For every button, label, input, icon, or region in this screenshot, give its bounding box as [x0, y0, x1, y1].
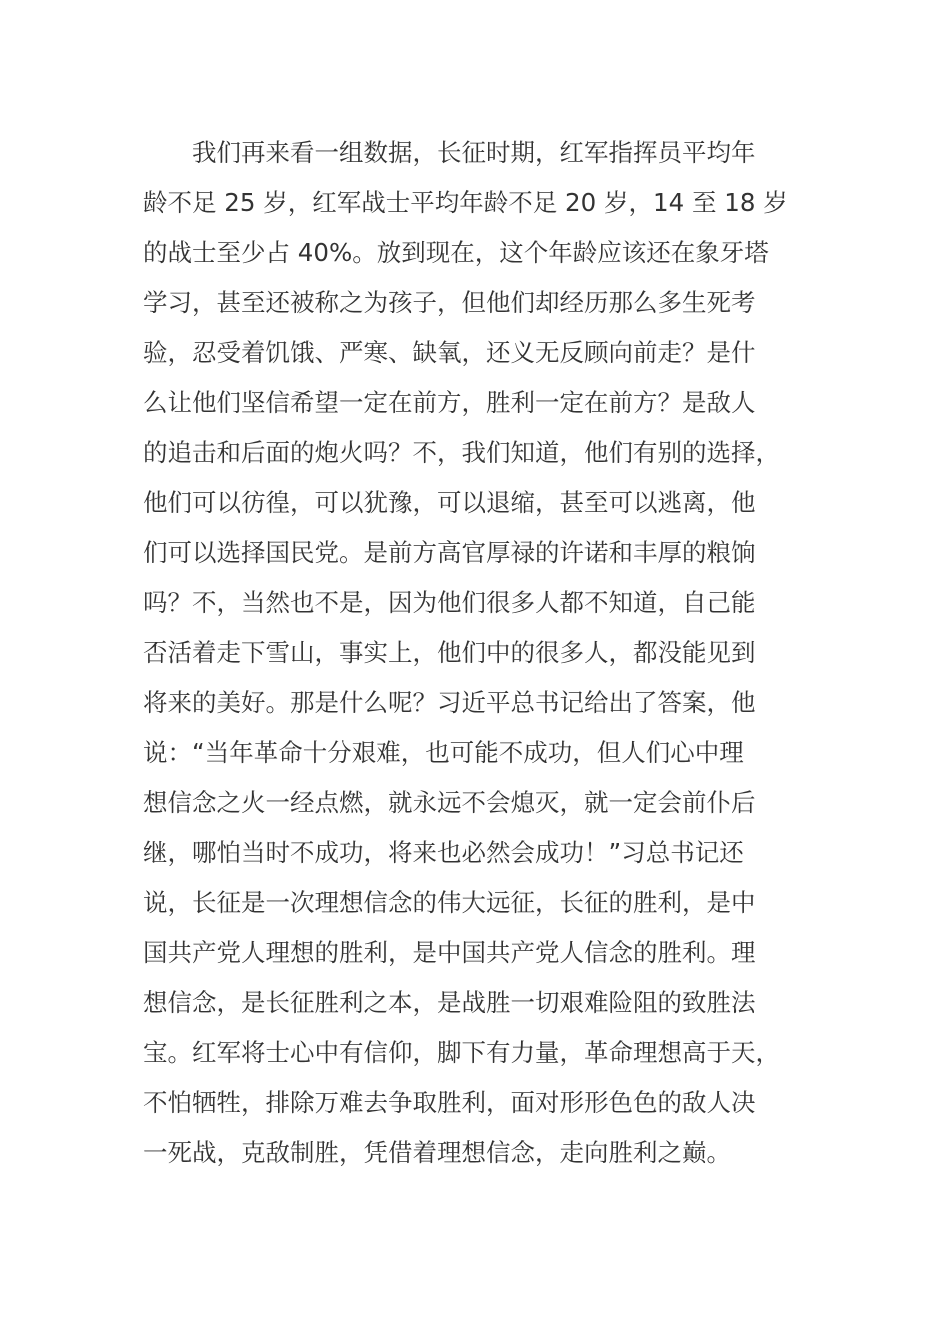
paragraph-line: 的战士至少占 40%。放到现在，这个年龄应该还在象牙塔 [143, 238, 769, 267]
paragraph-line: 我们再来看一组数据，长征时期，红军指挥员平均年 [143, 138, 756, 167]
paragraph-line: 学习，甚至还被称之为孩子，但他们却经历那么多生死考 [143, 288, 756, 317]
paragraph-line: 的追击和后面的炮火吗？不，我们知道，他们有别的选择， [143, 438, 780, 467]
paragraph-line: 么让他们坚信希望一定在前方，胜利一定在前方？是敌人 [143, 388, 756, 417]
paragraph-line: 龄不足 25 岁，红军战士平均年龄不足 20 岁，14 至 18 岁 [143, 188, 788, 217]
paragraph-line: 国共产党人理想的胜利，是中国共产党人信念的胜利。理 [143, 938, 756, 967]
paragraph-line: 不怕牺牲，排除万难去争取胜利，面对形形色色的敌人决 [143, 1088, 756, 1117]
paragraph-line: 他们可以彷徨，可以犹豫，可以退缩，甚至可以逃离，他 [143, 488, 756, 517]
paragraph-line: 们可以选择国民党。是前方高官厚禄的许诺和丰厚的粮饷 [143, 538, 756, 567]
paragraph-line: 说，长征是一次理想信念的伟大远征，长征的胜利，是中 [143, 888, 756, 917]
paragraph-line: 否活着走下雪山，事实上，他们中的很多人，都没能见到 [143, 638, 756, 667]
paragraph-line: 说：“当年革命十分艰难，也可能不成功，但人们心中理 [143, 738, 744, 767]
paragraph-line: 验，忍受着饥饿、严寒、缺氧，还义无反顾向前走？是什 [143, 338, 756, 367]
paragraph-line: 将来的美好。那是什么呢？习近平总书记给出了答案，他 [143, 688, 756, 717]
body-paragraph [143, 128, 823, 1178]
paragraph-line: 吗？不，当然也不是，因为他们很多人都不知道，自己能 [143, 588, 756, 617]
paragraph-line: 一死战，克敌制胜，凭借着理想信念，走向胜利之巅。 [143, 1138, 731, 1167]
paragraph-line: 想信念，是长征胜利之本，是战胜一切艰难险阻的致胜法 [143, 988, 756, 1017]
paragraph-line: 想信念之火一经点燃，就永远不会熄灭，就一定会前仆后 [143, 788, 756, 817]
paragraph-line: 继，哪怕当时不成功，将来也必然会成功！”习总书记还 [143, 838, 744, 867]
paragraph-line: 宝。红军将士心中有信仰，脚下有力量，革命理想高于天， [143, 1038, 780, 1067]
